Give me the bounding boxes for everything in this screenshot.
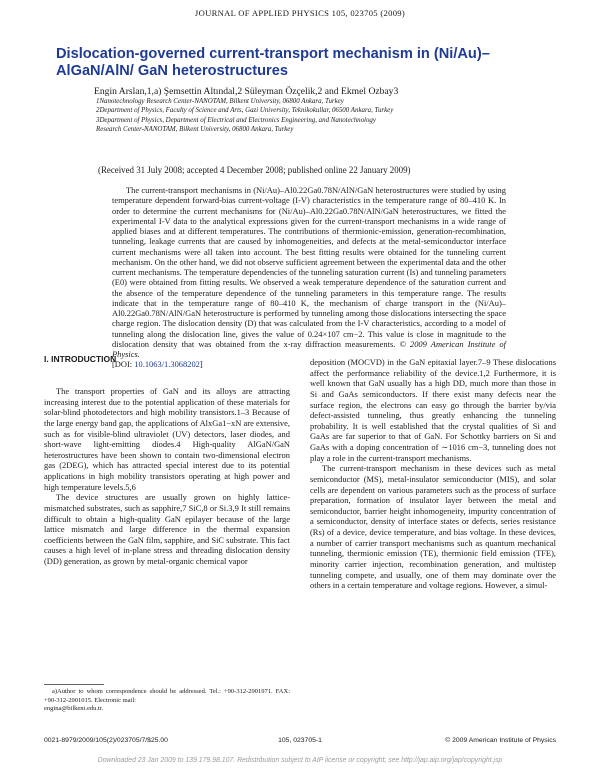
affiliation-1: 1Nanotechnology Research Center-NANOTAM, Bilkent University, 06800 Ankara, Turkey (96, 98, 344, 105)
download-notice: Downloaded 23 Jan 2009 to 139.179.98.107. Redistribution subject to AIP license or copyright; see http://jap.aip.org/jap/copyright.jsp (97, 757, 503, 764)
author-list: Engin Arslan,1,a) Şemsettin Altındal,2 Süleyman Özçelik,2 and Ekmel Ozbay3 (94, 86, 399, 97)
paragraph: The device structures are usually grown on highly lattice-mismatched substrates, such as sapphire,7 SiC,8 or Si.3,9 It still remains difficult to obtain a high-quality GaN epilayer because of the large lattice mismatch and large difference in the thermal expansion coefficients between the GaN film, sapphire, and SiC substrate. This fact causes a high level of in-plane stress and threading dislocation density (DD) generation, as grown by metal-organic chemical vapor (44, 492, 290, 566)
doi-suffix: ] (199, 359, 203, 370)
paragraph: The current-transport mechanism in these devices such as metal semiconductor (MS), metal-insulator semiconductor (MIS), and solar cells are dependent on various parameters such as the process of surface preparation, formation of insulator layer between the metal and semiconductor, barrier height inhomogeneity, impurity concentration of a semiconductor, density of interface states or defects, series resistance (Rs) of a device, device temperature, and bias voltage. In these devices, a number of carrier transport mechanisms such as quantum mechanical tunneling, thermionic emission (TE), thermionic field emission (TFE), minority carrier injection, recombination generation, and multistep tunneling compete, and usually, one of them may dominate over the others in a certain temperature and voltage regions. However, a simul- (310, 463, 556, 591)
footnote-divider (44, 684, 104, 685)
footer-copyright: © 2009 American Institute of Physics (445, 737, 556, 744)
abstract-text (112, 185, 506, 370)
doi-prefix: [DOI: (112, 359, 135, 370)
footnote-text: a)Author to whom correspondence should be addressed. Tel.: +90-312-2901971. FAX: +90-312-2901015. Electronic mail: (44, 688, 290, 704)
abstract-body: The current-transport mechanisms in (Ni/Au)–Al0.22Ga0.78N/AlN/GaN heterostructures were studied by using temperature dependent forward-bias current-voltage (I-V) characteristics in the temperature range of 80–410 K. In order to determine the current mechanisms for (Ni/Au)–Al0.22Ga0.78N/AlN/GaN heterostructures, we fitted the experimental I-V data to the analytical expressions given for the current-transport mechanisms in a wide range of applied biases and at different temperatures. The contributions of thermionic-emission, generation-recombination, tunneling, leakage currents that are caused by inhomogeneities, and defects at the metal-semiconductor interface current mechanisms were all taken into account. The best fitting results were obtained for the tunneling current mechanism. On the other hand, we did not observe sufficient agreement between the experimental data and the other current mechanisms. The temperature dependencies of the tunneling saturation current (Is) and tunneling parameters (E0) were obtained from fitting results. We observed a weak temperature dependence of the saturation current and the absence of the temperature dependence of the tunneling parameters in this temperature range. The results indicate that in the temperature range of 80–410 K, the mechanism of charge transport in the (Ni/Au)–Al0.22Ga0.78N/AlN/GaN heterostructure is performed by tunneling among those dislocations intersecting the space charge region. The dislocation density (D) that was calculated from the I-V characteristics, according to a model of tunneling along the dislocation line, gives the value of 0.24×107 cm−2. This value is close in magnitude to the dislocation density that was obtained from the x-ray diffraction measurements. (112, 185, 506, 349)
affiliation-2: 2Department of Physics, Faculty of Science and Arts, Gazi University, Teknikokullar, 06500 Ankara, Turkey (96, 107, 394, 115)
body-column-right (310, 357, 556, 591)
affiliations (96, 97, 393, 135)
footnote (44, 688, 290, 714)
affiliation-3: 3Department of Physics, Department of Electrical and Electronics Engineering, and Nanotechnology (96, 116, 376, 124)
footer-issn: 0021-8979/2009/105(2)/023705/7/$25.00 (44, 737, 168, 744)
footer-page-number: 105, 023705-1 (278, 737, 322, 744)
paper-title: Dislocation-governed current-transport mechanism in (Ni/Au)–AlGaN/AlN/ GaN heterostructures (56, 46, 490, 79)
paragraph: deposition (MOCVD) in the GaN epitaxial layer.7–9 These dislocations affect the performance reliability of the device.1,2 Furthermore, it is well known that GaN usually has a high DD, much more than those in Si and GaAs semiconductors. If there exist many defects near the surface region, the electrons can easy go through the barrier by/via defect-assisted tunneling, thus greatly enhancing the tunneling probability. It is well established that the crystal qualities of Si and GaAs are far superior to that of GaN. For Schottky barriers on Si and GaAs with a doping concentration of ∼1016 cm−3, tunneling does not play a role in the current-transport mechanisms. (310, 357, 556, 463)
doi-link[interactable]: 10.1063/1.3068202 (134, 359, 200, 370)
journal-header: JOURNAL OF APPLIED PHYSICS 105, 023705 (2009) (194, 8, 406, 18)
paragraph: The transport properties of GaN and its alloys are attracting increasing interest due to the potential application of these materials for solar-blind photodetectors and high mobility transistors.1–3 Because of the large energy band gap, the applications of AlxGa1−xN are extensive, such as for visible-blind ultraviolet (UV) detectors, laser diodes, and short-wave light-emitting diodes.4 High-quality AlGaN/GaN heterostructures have been shown to contain two-dimensional electron gas (2DEG), which has attracted special interest due to its potential applications in high mobility transistors operating at high power and high temperature levels.5,6 (44, 386, 290, 492)
received-dates: (Received 31 July 2008; accepted 4 December 2008; published online 22 January 2009) (98, 165, 411, 175)
section-heading: I. INTRODUCTION (44, 354, 117, 364)
abstract (112, 185, 506, 370)
abstract-copyright: © 2009 American Institute of Physics. (112, 338, 506, 359)
footnote-email[interactable]: engina@bilkent.edu.tr. (44, 705, 104, 713)
body-column-left (44, 386, 290, 567)
affiliation-3-cont: Research Center-NANOTAM, Bilkent University, 06800 Ankara, Turkey (96, 126, 294, 134)
